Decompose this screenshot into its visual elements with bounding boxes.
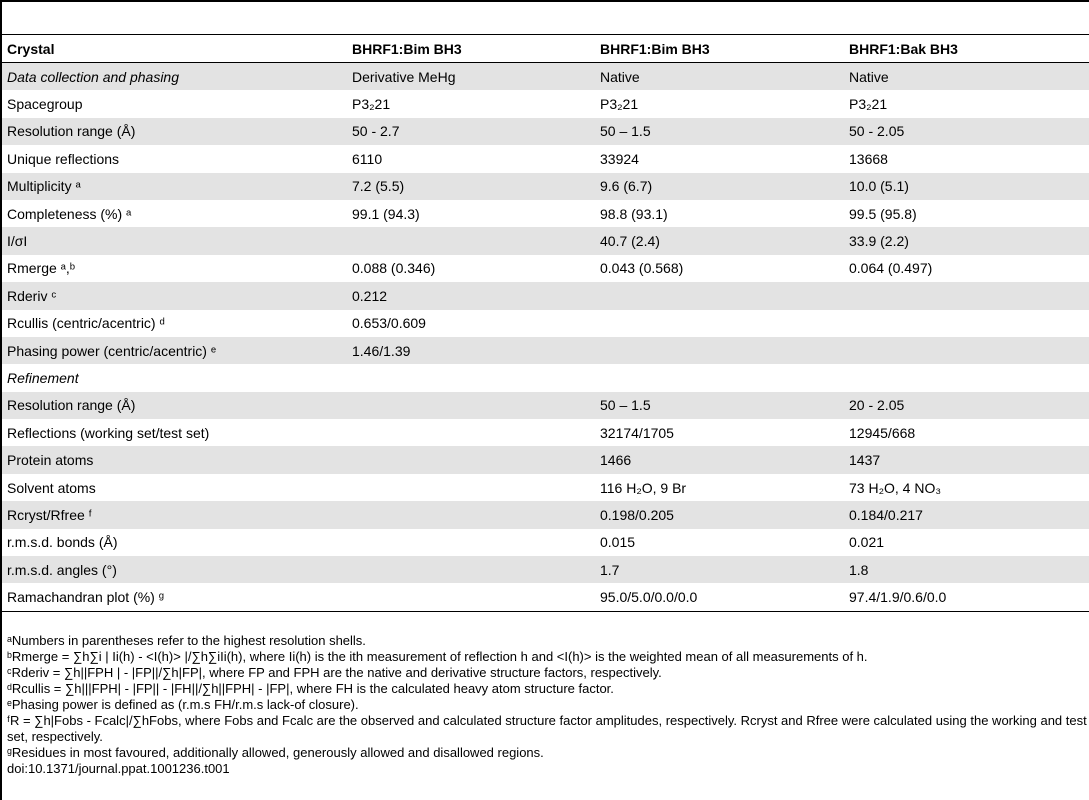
row-label: Rderiv ᶜ xyxy=(2,282,347,309)
cell-value: 0.015 xyxy=(600,534,636,551)
cell-value: Native xyxy=(844,63,1089,91)
footnote: ᵍResidues in most favoured, additionally allowed, generously allowed and disallowed regions. xyxy=(7,745,544,760)
table-row xyxy=(2,337,1089,364)
row-label: Resolution range (Å) xyxy=(2,118,347,145)
table-row xyxy=(2,501,1089,528)
header-bhrf1-bim-native: BHRF1:Bim BH3 xyxy=(600,40,710,57)
cell-value xyxy=(347,583,595,611)
cell-value: 10.0 (5.1) xyxy=(844,173,1089,200)
cell-value: 50 – 1.5 xyxy=(595,118,844,145)
cell-value: 99.5 (95.8) xyxy=(849,205,917,222)
row-label: Rcullis (centric/acentric) ᵈ xyxy=(7,315,165,332)
table-row xyxy=(2,200,1089,227)
row-label: Phasing power (centric/acentric) ᵉ xyxy=(2,337,347,364)
cell-value xyxy=(844,310,1089,337)
table-header-row xyxy=(2,35,1089,63)
cell-value: 0.021 xyxy=(849,534,885,551)
table-row xyxy=(2,173,1089,200)
cell-value: 6110 xyxy=(352,150,383,167)
cell-value: P3₂21 xyxy=(352,96,391,113)
cell-value xyxy=(347,392,595,419)
table-row xyxy=(2,583,1089,611)
cell-value: 40.7 (2.4) xyxy=(595,227,844,254)
table-row xyxy=(2,419,1089,446)
cell-value: 20 - 2.05 xyxy=(844,392,1089,419)
footnote: ᵇRmerge = ∑h∑i | Ii(h) - <I(h)> |/∑h∑iIi(h), where Ii(h) is the ith measurement of reflection h and <I(h)> is the weighted mean of all measurements of h. xyxy=(7,649,868,664)
cell-value xyxy=(347,556,595,583)
row-label: Reflections (working set/test set) xyxy=(7,424,210,441)
table-row xyxy=(2,310,1089,337)
row-label: Protein atoms xyxy=(2,446,347,473)
cell-value xyxy=(347,364,595,391)
cell-value xyxy=(844,337,1089,364)
cell-value: 0.653/0.609 xyxy=(352,315,426,332)
cell-value: 0.212 xyxy=(347,282,595,309)
table-body xyxy=(2,63,1089,612)
crystallography-table xyxy=(2,34,1089,612)
row-label: Unique reflections xyxy=(7,150,120,167)
row-label: Spacegroup xyxy=(7,96,83,113)
row-label: r.m.s.d. angles (°) xyxy=(2,556,347,583)
cell-value: 0.198/0.205 xyxy=(595,501,844,528)
cell-value xyxy=(347,419,595,446)
cell-value: P3₂21 xyxy=(849,96,888,113)
table-row xyxy=(2,474,1089,501)
cell-value xyxy=(844,282,1089,309)
header-bhrf1-bak: BHRF1:Bak BH3 xyxy=(849,40,958,57)
row-label: r.m.s.d. bonds (Å) xyxy=(7,534,118,551)
cell-value: 50 – 1.5 xyxy=(595,392,844,419)
footnote: ᵉPhasing power is defined as (r.m.s FH/r.m.s lack-of closure). xyxy=(7,697,359,712)
cell-value: 33924 xyxy=(600,150,639,167)
header-bhrf1-bim-derivative: BHRF1:Bim BH3 xyxy=(352,40,462,57)
cell-value: 7.2 (5.5) xyxy=(347,173,595,200)
cell-value: 0.064 (0.497) xyxy=(849,260,933,277)
table-row xyxy=(2,529,1089,556)
cell-value xyxy=(844,364,1089,391)
table-row xyxy=(2,364,1089,391)
table-row xyxy=(2,255,1089,282)
row-label: Rcryst/Rfree ᶠ xyxy=(2,501,347,528)
cell-value xyxy=(595,337,844,364)
table-row xyxy=(2,145,1089,172)
row-label: Multiplicity ᵃ xyxy=(2,173,347,200)
cell-value: 33.9 (2.2) xyxy=(844,227,1089,254)
cell-value: 13668 xyxy=(849,150,888,167)
row-label: Rmerge ᵃ,ᵇ xyxy=(7,260,76,277)
cell-value: Derivative MeHg xyxy=(347,63,595,91)
cell-value: 1.46/1.39 xyxy=(347,337,595,364)
cell-value: 116 H₂O, 9 Br xyxy=(600,479,687,496)
cell-value: 9.6 (6.7) xyxy=(595,173,844,200)
cell-value: P3₂21 xyxy=(600,96,639,113)
cell-value: 1437 xyxy=(844,446,1089,473)
top-rule xyxy=(0,0,1089,2)
table-row xyxy=(2,446,1089,473)
footnote: ᵃNumbers in parentheses refer to the highest resolution shells. xyxy=(7,633,366,648)
table-row xyxy=(2,118,1089,145)
table-row xyxy=(2,556,1089,583)
cell-value xyxy=(347,529,595,556)
row-label: Solvent atoms xyxy=(7,479,96,496)
table-footnotes xyxy=(7,633,1087,777)
table-row xyxy=(2,392,1089,419)
cell-value: 50 - 2.05 xyxy=(844,118,1089,145)
row-label: Data collection and phasing xyxy=(2,63,347,91)
cell-value: 99.1 (94.3) xyxy=(352,205,420,222)
cell-value: Native xyxy=(595,63,844,91)
cell-value: 73 H₂O, 4 NO₃ xyxy=(849,479,942,496)
row-label: Completeness (%) ᵃ xyxy=(7,205,132,222)
cell-value: 1.8 xyxy=(844,556,1089,583)
header-crystal: Crystal xyxy=(7,40,55,57)
cell-value: 0.088 (0.346) xyxy=(352,260,436,277)
cell-value: 1.7 xyxy=(595,556,844,583)
table-row xyxy=(2,63,1089,91)
cell-value: 50 - 2.7 xyxy=(347,118,595,145)
footnote: ᶠR = ∑h|Fobs - Fcalc|/∑hFobs, where Fobs and Fcalc are the observed and calculated structure factor amplitudes, respectively. Rcryst and Rfree were calculated using the working and test set, respectively. xyxy=(7,713,1087,744)
cell-value xyxy=(347,474,595,501)
table-row xyxy=(2,90,1089,117)
footnote: ᵈRcullis = ∑h|||FPH| - |FP|| - |FH||/∑h||FPH| - |FP|, where FH is the calculated heavy atom structure factor. xyxy=(7,681,614,696)
cell-value: 32174/1705 xyxy=(600,424,674,441)
row-label: Resolution range (Å) xyxy=(2,392,347,419)
cell-value: 0.184/0.217 xyxy=(844,501,1089,528)
cell-value: 1466 xyxy=(595,446,844,473)
cell-value: 12945/668 xyxy=(849,424,916,441)
cell-value xyxy=(347,501,595,528)
cell-value xyxy=(595,282,844,309)
cell-value: 97.4/1.9/0.6/0.0 xyxy=(849,589,947,606)
row-label: Refinement xyxy=(7,369,79,386)
cell-value xyxy=(347,446,595,473)
row-label: Ramachandran plot (%) ᵍ xyxy=(7,589,165,606)
cell-value xyxy=(347,227,595,254)
cell-value: 95.0/5.0/0.0/0.0 xyxy=(600,589,698,606)
cell-value xyxy=(595,364,844,391)
cell-value xyxy=(595,310,844,337)
footnote: ᶜRderiv = ∑h||FPH | - |FP||/∑h|FP|, where FP and FPH are the native and derivative structure factors, respectively. xyxy=(7,665,662,680)
doi-link[interactable]: doi:10.1371/journal.ppat.1001236.t001 xyxy=(7,761,230,776)
row-label: I/σI xyxy=(2,227,347,254)
cell-value: 98.8 (93.1) xyxy=(600,205,668,222)
table-row xyxy=(2,227,1089,254)
cell-value: 0.043 (0.568) xyxy=(600,260,684,277)
table-row xyxy=(2,282,1089,309)
